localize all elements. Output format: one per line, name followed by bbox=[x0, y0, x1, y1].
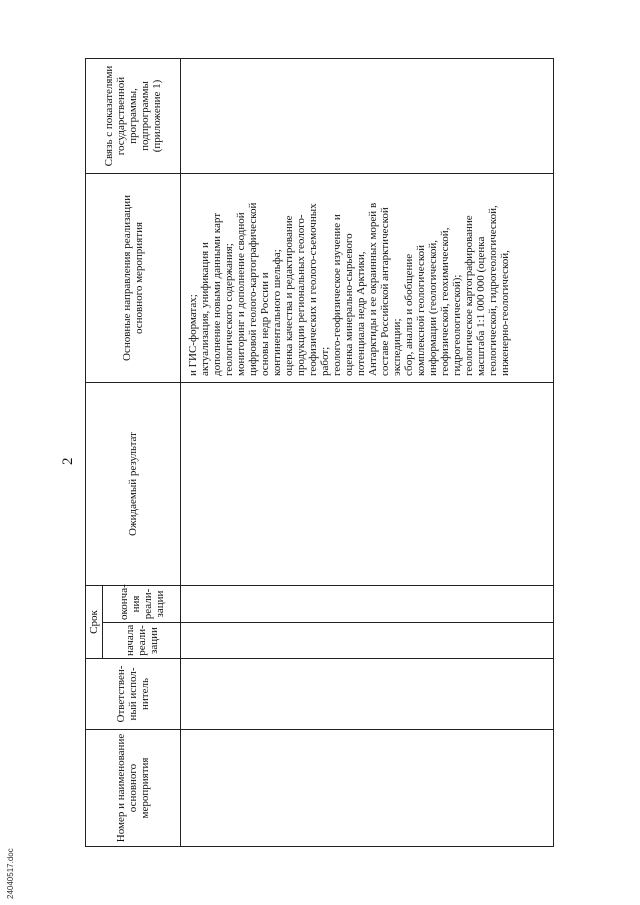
directions-line: потенциала недр Арктики, bbox=[355, 251, 367, 376]
directions-line: актуализация, унификация и bbox=[199, 242, 211, 376]
header-expected-result: Ожидаемый результат bbox=[86, 383, 181, 586]
directions-line: геолого-геофизическое изучение и bbox=[331, 214, 343, 376]
directions-line: составе Российской антарктической bbox=[379, 207, 391, 376]
page-number: 2 bbox=[60, 457, 76, 465]
directions-line: мониторинг и дополнение сводной bbox=[235, 212, 247, 376]
program-table bbox=[85, 58, 554, 847]
header-term: Срок bbox=[86, 586, 103, 659]
directions-line: масштаба 1:1 000 000 (оценка bbox=[475, 236, 487, 376]
cell-main-directions bbox=[181, 174, 554, 383]
directions-line: геологическое картографирование bbox=[463, 215, 475, 376]
directions-line: цифровой геолого-картографической bbox=[247, 202, 259, 376]
directions-text bbox=[187, 177, 511, 376]
directions-line: комплексной геологической bbox=[415, 244, 427, 376]
directions-line: работ; bbox=[319, 346, 331, 376]
header-number-name: Номер и наименование основного мероприятия bbox=[86, 730, 181, 847]
cell-link-indicators bbox=[181, 59, 554, 174]
directions-line: геофизической, геохимической, bbox=[439, 227, 451, 376]
directions-line: инженерно-геологической, bbox=[499, 250, 511, 376]
header-main-directions: Основные направления реализации основного мероприятия bbox=[86, 174, 181, 383]
cell-term-end bbox=[181, 586, 554, 623]
directions-line: экспедиции; bbox=[391, 318, 403, 376]
directions-line: дополнение новыми данными карт bbox=[211, 212, 223, 376]
cell-expected-result bbox=[181, 383, 554, 586]
header-term-end: оконча-ния реали-зации bbox=[103, 586, 181, 623]
directions-line: основы недр России и bbox=[259, 272, 271, 376]
header-term-start: начала реали-зации bbox=[103, 623, 181, 659]
directions-line: геологического содержания; bbox=[223, 243, 235, 376]
cell-number-name bbox=[181, 730, 554, 847]
header-responsible: Ответствен-ный испол-нитель bbox=[86, 659, 181, 730]
directions-line: оценка качества и редактирование bbox=[283, 215, 295, 376]
cell-responsible bbox=[181, 659, 554, 730]
directions-line: Антарктиды и ее окраинных морей в bbox=[367, 202, 379, 376]
header-link-indicators: Связь с показателями государственной программы, подпрограммы (приложение 1) bbox=[86, 59, 181, 174]
directions-line: оценка минерально-сырьевого bbox=[343, 233, 355, 376]
directions-line: продукции региональных геолого- bbox=[295, 214, 307, 376]
directions-line: гидрогеологической); bbox=[451, 274, 463, 376]
directions-line: континентального шельфа; bbox=[271, 249, 283, 376]
directions-line: и ГИС-форматах; bbox=[187, 294, 199, 376]
document-id: 24040517.doc bbox=[6, 848, 15, 899]
directions-line: геофизических и геолого-съемочных bbox=[307, 203, 319, 376]
cell-term-start bbox=[181, 623, 554, 659]
directions-line: геологической, гидрогеологической, bbox=[487, 205, 499, 376]
directions-line: сбор, анализ и обобщение bbox=[403, 253, 415, 376]
directions-line: информации (геологической, bbox=[427, 239, 439, 376]
